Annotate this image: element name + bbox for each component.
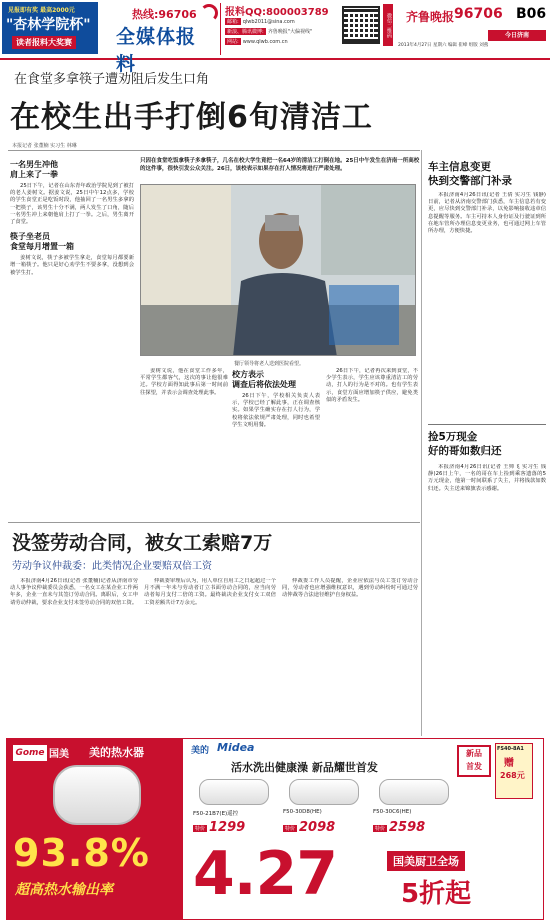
gift-badge xyxy=(495,743,533,799)
page-number: B06 xyxy=(516,6,547,22)
product-1 xyxy=(193,779,273,833)
contact-block xyxy=(220,3,340,55)
heater-title: 美的热水器 xyxy=(89,746,144,759)
weibo-value: 齐鲁晚报 xyxy=(267,29,288,35)
qq-label: 报料QQ: xyxy=(225,7,267,18)
lead-column-3 xyxy=(232,368,320,518)
section-tag: 今日济南 xyxy=(488,30,546,41)
contest-name: "杏林学院杯" xyxy=(6,17,91,33)
right-paragraph: 本报济南4月26日讯(记者 王倩 实习生 钱静)日前，记者从济南交警部门获悉，车主信息若有变更，应尽快到交警部门补录，以免影响接收违章信息提醒等服务。车主可持本人身份证及行驶证到所在地车管所办理信息变更业务，也可通过网上车管所办理，方便快捷。 xyxy=(428,192,546,235)
hotline-banner xyxy=(102,4,214,75)
lead-paragraph: 姜树文说，筷子多被学生拿走，食堂每月都要新增一箱筷子。他只是好心劝学生不要多拿，没想到会被学生打。 xyxy=(10,255,134,276)
promo-discount: 5折起 xyxy=(401,879,472,909)
lead-column-2 xyxy=(140,368,228,518)
signal-icon xyxy=(200,4,218,22)
promo-date: 4.27 xyxy=(193,839,338,909)
lead-subhead-3: 校方表示 调查后将依法处理 xyxy=(232,370,296,389)
site-value: www.qlwb.com.cn xyxy=(242,39,288,45)
right-story-1-headline: 车主信息变更 快到交警部门补录 xyxy=(428,161,512,187)
masthead-hotline: 96706 xyxy=(454,6,503,22)
lead-subhead-1: 一名男生冲他 肩上来了一拳 xyxy=(10,160,58,179)
water-heater-icon xyxy=(379,779,449,805)
product-price: 2098 xyxy=(299,820,336,835)
contest-prize-line: 见报即有奖 最高2000元 xyxy=(8,7,75,14)
price-tag: 特价 xyxy=(195,826,206,832)
email-label: 邮箱: xyxy=(227,19,239,25)
email-value: qlwb2011@sina.com xyxy=(242,19,295,25)
hotline-slogan: 全媒体报料 xyxy=(116,26,197,75)
midea-panel xyxy=(187,739,539,920)
lead-paragraph: 26日下午，学校相关负责人表示，学校已经了解此事，正在调查核实。如果学生确实存在打人行为，学校将依法依规严肃处理，同时也希望学生文明用餐。 xyxy=(232,393,320,428)
news-photo xyxy=(140,184,416,356)
weibo-label: 新浪、腾讯微博: xyxy=(227,29,264,35)
hotline-number: 热线:96706 xyxy=(132,8,197,21)
efficiency-percent: 93.8% xyxy=(13,831,150,875)
qq-number: 800003789 xyxy=(266,7,329,18)
product-model: F50-30C6(HE) xyxy=(373,809,412,815)
water-heater-icon xyxy=(53,765,141,825)
column-divider xyxy=(421,150,422,736)
lead-column-1 xyxy=(10,158,134,518)
right-story-1-body xyxy=(428,192,546,420)
gome-brand: 国美 xyxy=(49,749,69,760)
lead-paragraph: 26日下午，记者再次来到食堂，不少学生表示，学生应该尊重清洁工的劳动，打人的行为是不对的。也有学生表示，食堂方面应增加筷子供应，避免类似的矛盾发生。 xyxy=(326,368,418,403)
product-price: 1299 xyxy=(209,820,246,835)
gome-panel xyxy=(7,739,183,920)
qq-row xyxy=(225,3,329,18)
midea-slogan: 活水洗出健康澡 新品耀世首发 xyxy=(231,761,378,774)
promo-store: 国美厨卫全场 xyxy=(387,851,465,871)
second-paragraph: 仲裁委审理后认为，用人单位自用工之日起超过一个月不满一年未与劳动者订立书面劳动合同的，应当向劳动者每月支付二倍的工资。最终裁决企业支付女工双倍工资差额共计7万余元。 xyxy=(144,578,276,606)
divider xyxy=(428,424,546,425)
gome-logo: Gome xyxy=(13,745,47,761)
price-tag: 特价 xyxy=(375,826,386,832)
lead-byline: 本报记者 张董楠 实习生 林琳 xyxy=(12,143,77,149)
second-paragraph: 本报济南4月26日讯(记者 张董楠)记者从济南市劳动人事争议仲裁委员会获悉，一名女工在某企业工作两年多，企业一直未与其签订劳动合同。离职后，女工申请劳动仲裁，要求企业支付未签劳动合同的双倍工资。 xyxy=(10,578,138,606)
second-column-2 xyxy=(144,578,276,734)
lead-paragraph: 25日下午，记者在山东青年政治学院见到了被打的老人姜树文。据姜文说，25日中午12点多，学校的学生食堂正是吃饭时段，他抽回了一名男生多拿的一把筷子，该男生十分不满，两人发生了口角，随后一名男生冲上来朝他肩上打了一拳。之后，男生离开了食堂。 xyxy=(10,183,134,226)
divider xyxy=(8,522,420,523)
lead-subhead-2: 筷子坐老员 食堂每月增置一箱 xyxy=(10,232,74,252)
product-3 xyxy=(373,779,453,833)
photo-image xyxy=(141,185,416,356)
second-column-1 xyxy=(10,578,138,734)
right-story-2-body xyxy=(428,464,546,734)
gift-word: 赠 xyxy=(504,758,514,769)
second-headline: 没签劳动合同，被女工索赔7万 xyxy=(12,532,273,554)
qr-label: 微信二维码 xyxy=(383,4,393,46)
lead-kicker: 在食堂多拿筷子遭劝阻后发生口角 xyxy=(14,72,210,87)
weibo-row xyxy=(225,28,312,35)
contest-subtitle: 读者报料大奖赛 xyxy=(12,36,76,49)
second-deck: 劳动争议仲裁委：此类情况企业要赔双倍工资 xyxy=(12,561,212,572)
dateline: 2013年4月27日 星期六 编辑 崔峰 组版 刘燕 xyxy=(398,43,489,48)
qr-code-icon xyxy=(342,6,380,44)
price-tag: 特价 xyxy=(285,826,296,832)
product-model: F50-30D8(HE) xyxy=(283,809,322,815)
site-label: 网站: xyxy=(227,39,239,45)
school-contest-ad xyxy=(2,2,98,54)
lead-headline: 在校生出手打倒6旬清洁工 xyxy=(10,100,373,135)
page-header xyxy=(0,0,550,75)
divider xyxy=(8,150,420,151)
water-heater-icon xyxy=(289,779,359,805)
appliance-advertisement xyxy=(6,738,544,920)
product-price: 2598 xyxy=(389,820,426,835)
gift-model: FS40-8A1 xyxy=(497,746,524,752)
midea-en-logo: Midea xyxy=(217,741,255,754)
right-story-2-headline: 捡5万现金 好的哥如数归还 xyxy=(428,431,502,457)
site-row xyxy=(225,38,288,45)
photo-caption: 餐厅领导将老人送到医院看望。 xyxy=(234,361,305,367)
lead-paragraph: 姜树文说，他在食堂工作多年，平常学生都客气，这次的事让他很难过。学校方面得知此事后第一时间前往探望，并表示会调查处理此事。 xyxy=(140,368,228,396)
heater-slogan: 超高热水输出率 xyxy=(15,882,113,898)
product-2 xyxy=(283,779,363,833)
lead-column-4 xyxy=(326,368,418,518)
lead-intro: 只因在食堂吃饭拿筷子多拿筷子，几名在校大学生竟把一名64岁的清洁工打倒在地。25日中午发生在济南一所高校的这件事，很快引发公众关注。26日，该校表示如果存在打人情况将进行严肃处理。 xyxy=(140,158,420,172)
new-product-badge: 新品 首发 xyxy=(457,745,491,777)
second-column-3 xyxy=(282,578,418,734)
gift-price: 268元 xyxy=(500,771,525,780)
midea-cn-logo: 美的 xyxy=(191,746,210,756)
paper-name: 齐鲁晚报 xyxy=(406,10,455,24)
weibo-suffix: "大偏视线" xyxy=(287,29,313,35)
water-heater-icon xyxy=(199,779,269,805)
second-paragraph: 仲裁委工作人员提醒，企业应依法与员工签订劳动合同，劳动者也应增强维权意识，遇到劳动纠纷时可通过劳动仲裁等合法途径维护自身权益。 xyxy=(282,578,418,599)
right-paragraph: 本报济南4月26日讯(记者 王帅飞 实习生 钱静)26日上午，一名的哥在车上捡到乘客遗落的5万元现金，他第一时间联系了失主，并将钱款如数归还。失主送来锦旗表示感谢。 xyxy=(428,464,546,492)
product-model: F50-21B7(E)遥控 xyxy=(193,811,239,817)
email-row xyxy=(225,18,295,25)
